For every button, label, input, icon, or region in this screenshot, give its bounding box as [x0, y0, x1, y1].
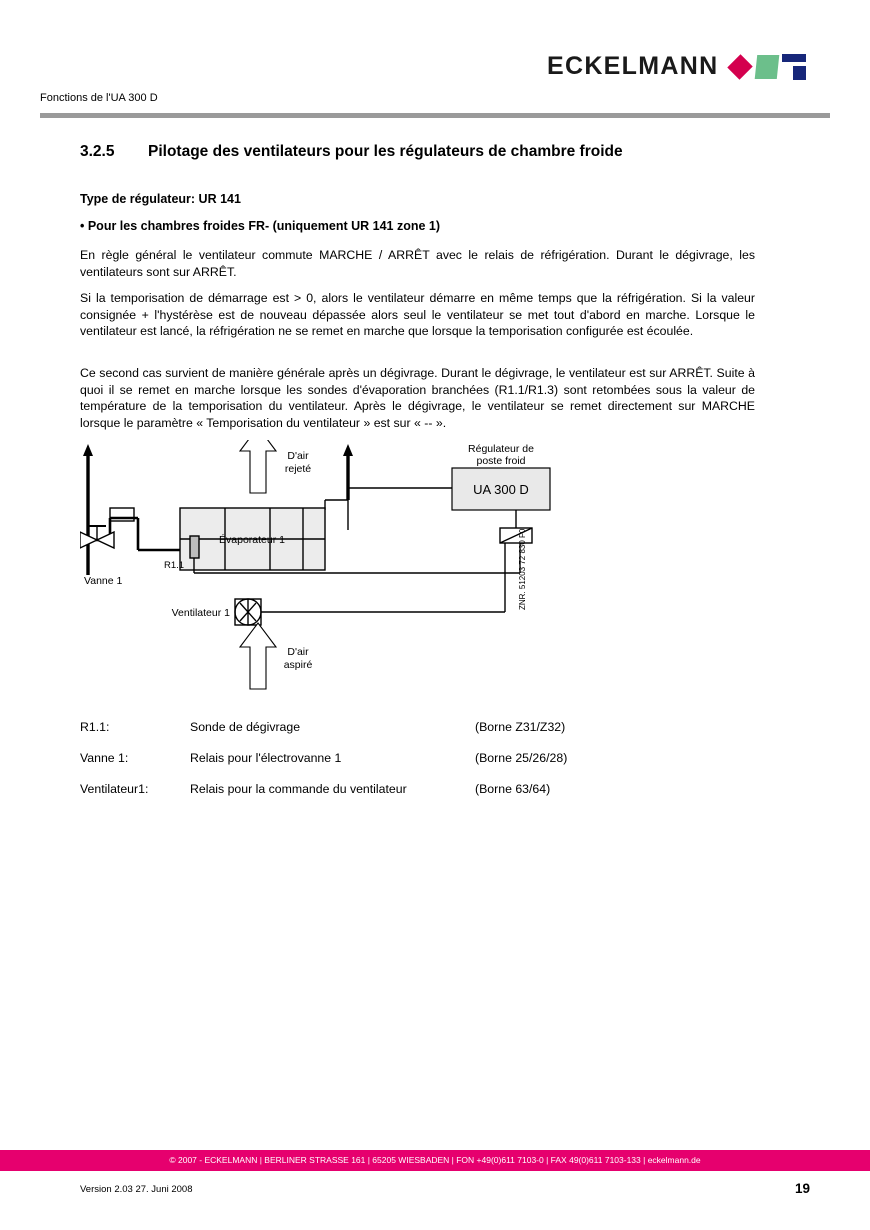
- header-divider: [40, 113, 830, 118]
- refrigeration-schematic: [80, 440, 755, 695]
- air-in-label-1: D'air: [287, 646, 309, 658]
- page-number: 19: [795, 1181, 811, 1196]
- running-title: Fonctions de l'UA 300 D: [40, 92, 158, 104]
- legend-table: [80, 720, 675, 813]
- section-number: 3.2.5: [80, 143, 115, 160]
- controller-caption-2: poste froid: [476, 455, 526, 467]
- legend-description: Sonde de dégivrage: [190, 720, 301, 734]
- paragraph-1: En règle général le ventilateur commute MARCHE / ARRÊT avec le relais de réfrigération. Durant le dégivrage, les ventilateurs sont sur ARRÊT.: [80, 248, 755, 279]
- valve-label: Vanne 1: [84, 575, 123, 587]
- legend-name: Ventilateur1:: [80, 782, 149, 796]
- drawing-number: ZNR. 51203 72 830 F0: [518, 528, 527, 610]
- controller-caption-1: Régulateur de: [468, 443, 534, 455]
- blue-corner-icon: [782, 54, 806, 80]
- eckelmann-logo: [547, 52, 806, 81]
- air-in-label-2: aspiré: [283, 659, 313, 671]
- table-row: [80, 751, 675, 765]
- footer-copyright: © 2007 - ECKELMANN | BERLINER STRASSE 161 | 65205 WIESBADEN | FON +49(0)611 7103-0 | FAX 49(0)611 7103-133 | eckelmann.de: [169, 1155, 701, 1165]
- diamond-icon: [728, 54, 753, 79]
- brand-name: ECKELMANN: [547, 52, 719, 80]
- legend-terminal: (Borne 25/26/28): [475, 751, 568, 765]
- subtitle-bullet: • Pour les chambres froides FR- (uniquement UR 141 zone 1): [80, 219, 441, 233]
- legend-terminal: (Borne 63/64): [475, 782, 551, 796]
- table-row: [80, 782, 675, 796]
- paragraph-3: Ce second cas survient de manière générale après un dégivrage. Durant le dégivrage, le ventilateur est sur ARRÊT. Suite à quoi il se remet en marche lorsque les sondes d'évaporation branchées (R1.1/R1.3) sont retombées sous la valeur de température de la temporisation du ventilateur. Après le dégivrage, le ventilateur se remet directement sur MARCHE lorsque le paramètre « Temporisation du ventilateur » est sur « -- ».: [80, 366, 755, 430]
- air-out-label-1: D'air: [287, 450, 309, 462]
- legend-name: Vanne 1:: [80, 751, 129, 765]
- subtitle-controller-type: Type de régulateur: UR 141: [80, 192, 241, 206]
- legend-description: Relais pour la commande du ventilateur: [190, 782, 407, 796]
- legend-terminal: (Borne Z31/Z32): [475, 720, 566, 734]
- legend-description: Relais pour l'électrovanne 1: [190, 751, 342, 765]
- legend-name: R1.1:: [80, 720, 110, 734]
- footer-bar: [0, 1150, 870, 1171]
- footer-version: Version 2.03 27. Juni 2008: [80, 1184, 193, 1195]
- evaporator-label: Évaporateur 1: [219, 534, 285, 546]
- air-out-label-2: rejeté: [284, 463, 312, 475]
- paragraph-2: Si la temporisation de démarrage est > 0, alors le ventilateur démarre en même temps que la réfrigération. Si la valeur consignée + l'hystérèse est de nouveau dépassée alors seul le ventilateur se met tout d'abord en marche. Lorsque le ventilateur est lancé, la réfrigération ne se remet en marche que lorsque la temporisation configurée est écoulée.: [80, 291, 755, 338]
- table-row: [80, 720, 675, 734]
- logo-marks: [728, 54, 806, 80]
- fan-label: Ventilateur 1: [171, 607, 230, 619]
- controller-box-label: UA 300 D: [473, 482, 529, 497]
- green-square-icon: [755, 55, 780, 79]
- sensor-label: R1.1: [164, 560, 185, 571]
- page-title: Pilotage des ventilateurs pour les régulateurs de chambre froide: [148, 143, 623, 160]
